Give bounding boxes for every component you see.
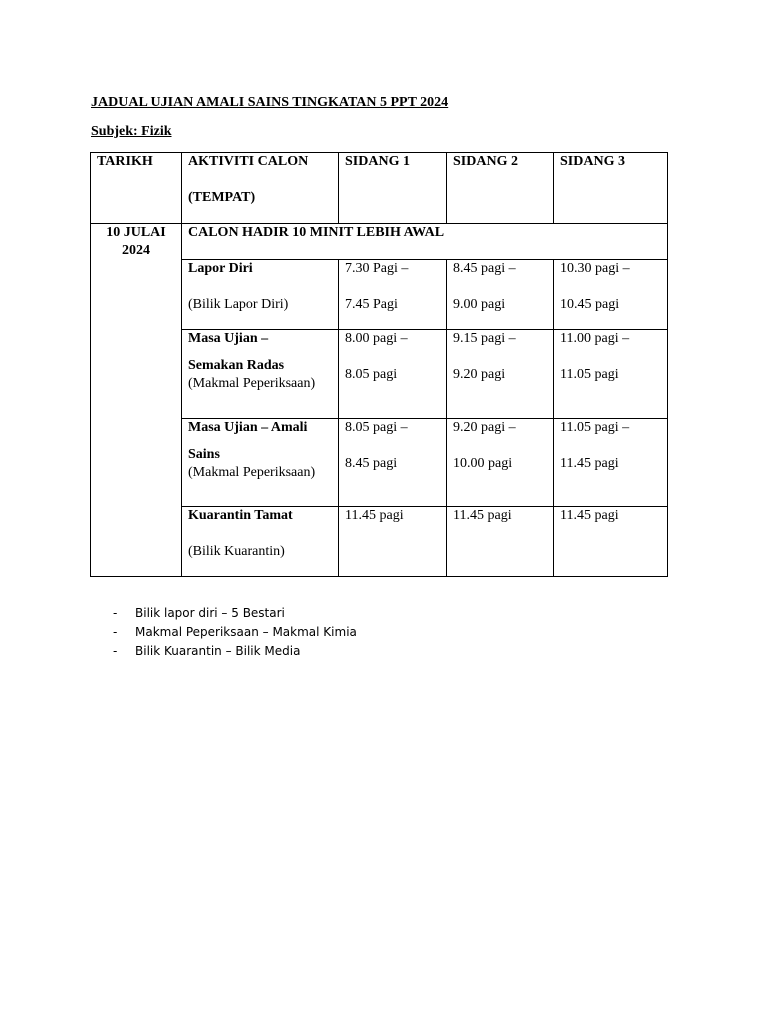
sidang-1-cell: 8.00 pagi – 8.05 pagi	[339, 330, 447, 419]
note-text: Bilik lapor diri – 5 Bestari	[135, 606, 285, 620]
header-sidang-3: SIDANG 3	[554, 153, 668, 224]
sidang-3-cell: 11.00 pagi – 11.05 pagi	[554, 330, 668, 419]
list-item	[113, 604, 357, 623]
sidang-1-cell: 11.45 pagi	[339, 507, 447, 577]
sidang-2-cell: 9.20 pagi – 10.00 pagi	[447, 419, 554, 507]
header-row	[91, 153, 668, 224]
activity-cell: Lapor Diri (Bilik Lapor Diri)	[182, 260, 339, 330]
activity-cell: Kuarantin Tamat (Bilik Kuarantin)	[182, 507, 339, 577]
dash-bullet: -	[113, 625, 118, 639]
dash-bullet: -	[113, 644, 118, 658]
list-item	[113, 642, 357, 661]
date-cell: 10 JULAI 2024	[91, 224, 182, 577]
header-tarikh: TARIKH	[91, 153, 182, 224]
notes-list	[113, 604, 357, 661]
notice-cell: CALON HADIR 10 MINIT LEBIH AWAL	[182, 224, 668, 260]
activity-cell: Masa Ujian – Semakan Radas (Makmal Peperiksaan)	[182, 330, 339, 419]
sidang-2-cell: 8.45 pagi – 9.00 pagi	[447, 260, 554, 330]
schedule-table	[90, 152, 668, 577]
sidang-3-cell: 10.30 pagi – 10.45 pagi	[554, 260, 668, 330]
list-item	[113, 623, 357, 642]
sidang-3-cell: 11.45 pagi	[554, 507, 668, 577]
notice-row	[91, 224, 668, 260]
note-text: Makmal Peperiksaan – Makmal Kimia	[135, 625, 357, 639]
activity-cell: Masa Ujian – Amali Sains (Makmal Peperiksaan)	[182, 419, 339, 507]
dash-bullet: -	[113, 606, 118, 620]
sidang-1-cell: 7.30 Pagi – 7.45 Pagi	[339, 260, 447, 330]
sidang-2-cell: 9.15 pagi – 9.20 pagi	[447, 330, 554, 419]
document-title: JADUAL UJIAN AMALI SAINS TINGKATAN 5 PPT 2024	[91, 95, 449, 110]
sidang-3-cell: 11.05 pagi – 11.45 pagi	[554, 419, 668, 507]
header-aktiviti: AKTIVITI CALON (TEMPAT)	[182, 153, 339, 224]
note-text: Bilik Kuarantin – Bilik Media	[135, 644, 301, 658]
header-sidang-2: SIDANG 2	[447, 153, 554, 224]
subject-label: Subjek: Fizik	[91, 124, 172, 139]
header-sidang-1: SIDANG 1	[339, 153, 447, 224]
sidang-2-cell: 11.45 pagi	[447, 507, 554, 577]
sidang-1-cell: 8.05 pagi – 8.45 pagi	[339, 419, 447, 507]
